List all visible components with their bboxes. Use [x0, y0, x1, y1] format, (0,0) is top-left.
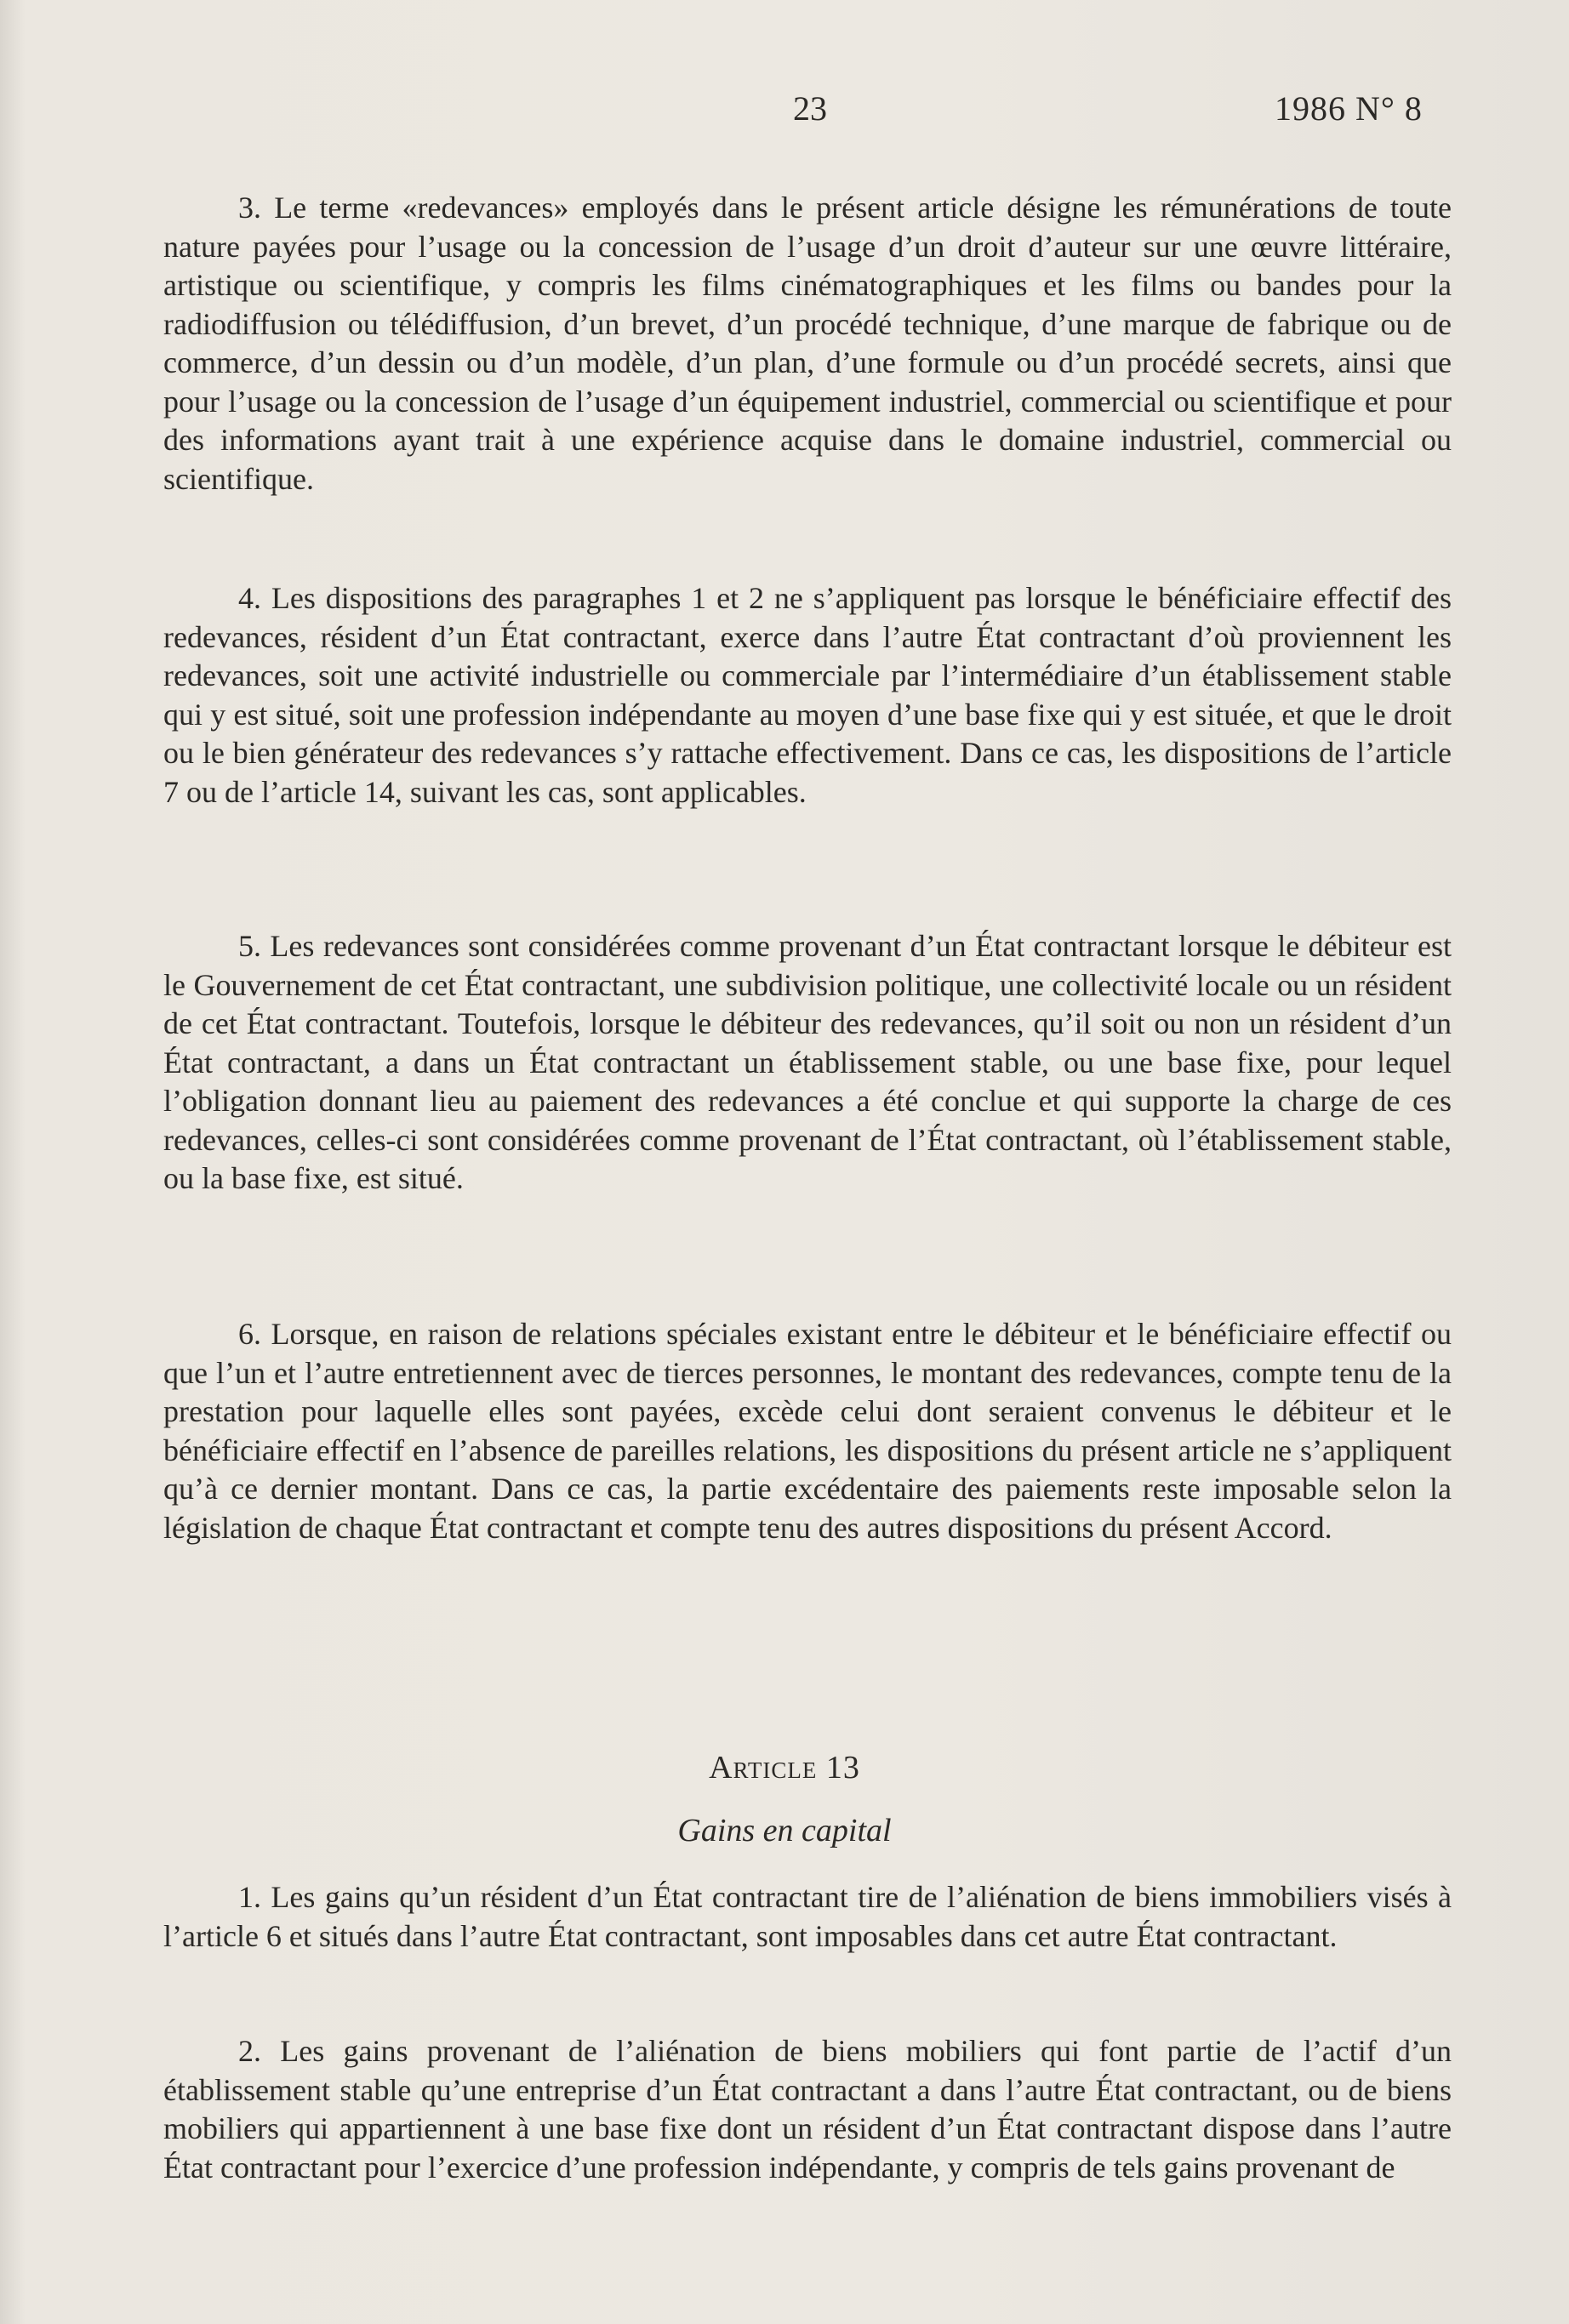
paragraph-text: 1. Les gains qu’un résident d’un État contractant tire de l’aliénation de biens immobiliers visés à l’article 6 et situés dans l’autre État contractant, sont imposables dans cet autre État contractant.: [163, 1880, 1452, 1953]
article-paragraph-2: [163, 2032, 1452, 2187]
paragraph-text: 2. Les gains provenant de l’aliénation de biens mobiliers qui font partie de l’actif d’un établissement stable qu’une entreprise d’un État contractant a dans l’autre État contractant, ou de biens mobiliers qui appartiennent à une base fixe dont un résident d’un État contractant dispose dans l’autre État contractant pour l’exercice d’une profession indépendante, y compris de tels gains provenant de: [163, 2034, 1452, 2184]
page-header: [0, 88, 1569, 129]
paragraph-text: 6. Lorsque, en raison de relations spéciales existant entre le débiteur et le bénéficiaire effectif ou que l’un et l’autre entretiennent avec de tierces personnes, le montant des redevances, compte tenu de la prestation pour laquelle elles sont payées, excède celui dont seraient convenus le débiteur et le bénéficiaire effectif en l’absence de pareilles relations, les dispositions du présent article ne s’appliquent qu’à ce dernier montant. Dans ce cas, la partie excédentaire des paiements reste imposable selon la législation de chaque État contractant et compte tenu des autres dispositions du présent Accord.: [163, 1317, 1452, 1545]
document-reference: 1986 N° 8: [1275, 89, 1423, 128]
paragraph-4: [163, 579, 1452, 812]
page-number: 23: [793, 89, 827, 128]
paragraph-text: 5. Les redevances sont considérées comme provenant d’un État contractant lorsque le débiteur est le Gouvernement de cet État contractant, une subdivision politique, une collectivité locale ou un résident de cet État contractant. Toutefois, lorsque le débiteur des redevances, qu’il soit ou non un résident d’un État contractant, a dans un État contractant un établissement stable, ou une base fixe, pour lequel l’obligation donnant lieu au paiement des redevances a été conclue et qui supporte la charge de ces redevances, celles-ci sont considérées comme provenant de l’État contractant, où l’établissement stable, ou la base fixe, est situé.: [163, 929, 1452, 1195]
paragraph-5: [163, 927, 1452, 1199]
paragraph-6: [163, 1315, 1452, 1547]
article-subtitle: Gains en capital: [677, 1813, 892, 1848]
article-heading-text: Article 13: [709, 1750, 860, 1786]
paragraph-text: 3. Le terme «redevances» employés dans le présent article désigne les rémunérations de toute nature payées pour l’usage ou la concession de l’usage d’un droit d’auteur sur une œuvre littéraire, artistique ou scientifique, y compris les films cinématographiques et les films ou bandes pour la radiodiffusion ou télédiffusion, d’un brevet, d’un procédé technique, d’une marque de fabrique ou de commerce, d’un dessin ou d’un modèle, d’un plan, d’une formule ou d’un procédé secrets, ainsi que pour l’usage ou la concession de l’usage d’un équipement industriel, commercial ou scientifique et pour des informations ayant trait à une expérience acquise dans le domaine industriel, commercial ou scientifique.: [163, 191, 1452, 496]
paragraph-text: 4. Les dispositions des paragraphes 1 et 2 ne s’appliquent pas lorsque le bénéficiaire effectif des redevances, résident d’un État contractant, exerce dans l’autre État contractant d’où proviennent les redevances, soit une activité industrielle ou commerciale par l’intermédiaire d’un établissement stable qui y est situé, soit une profession indépendante au moyen d’une base fixe qui y est située, et que le droit ou le bien générateur des redevances s’y rattache effectivement. Dans ce cas, les dispositions de l’article 7 ou de l’article 14, suivant les cas, sont applicables.: [163, 581, 1452, 809]
article-heading: [0, 1749, 1569, 1786]
article-paragraph-1: [163, 1878, 1452, 1956]
paragraph-3: [163, 189, 1452, 498]
